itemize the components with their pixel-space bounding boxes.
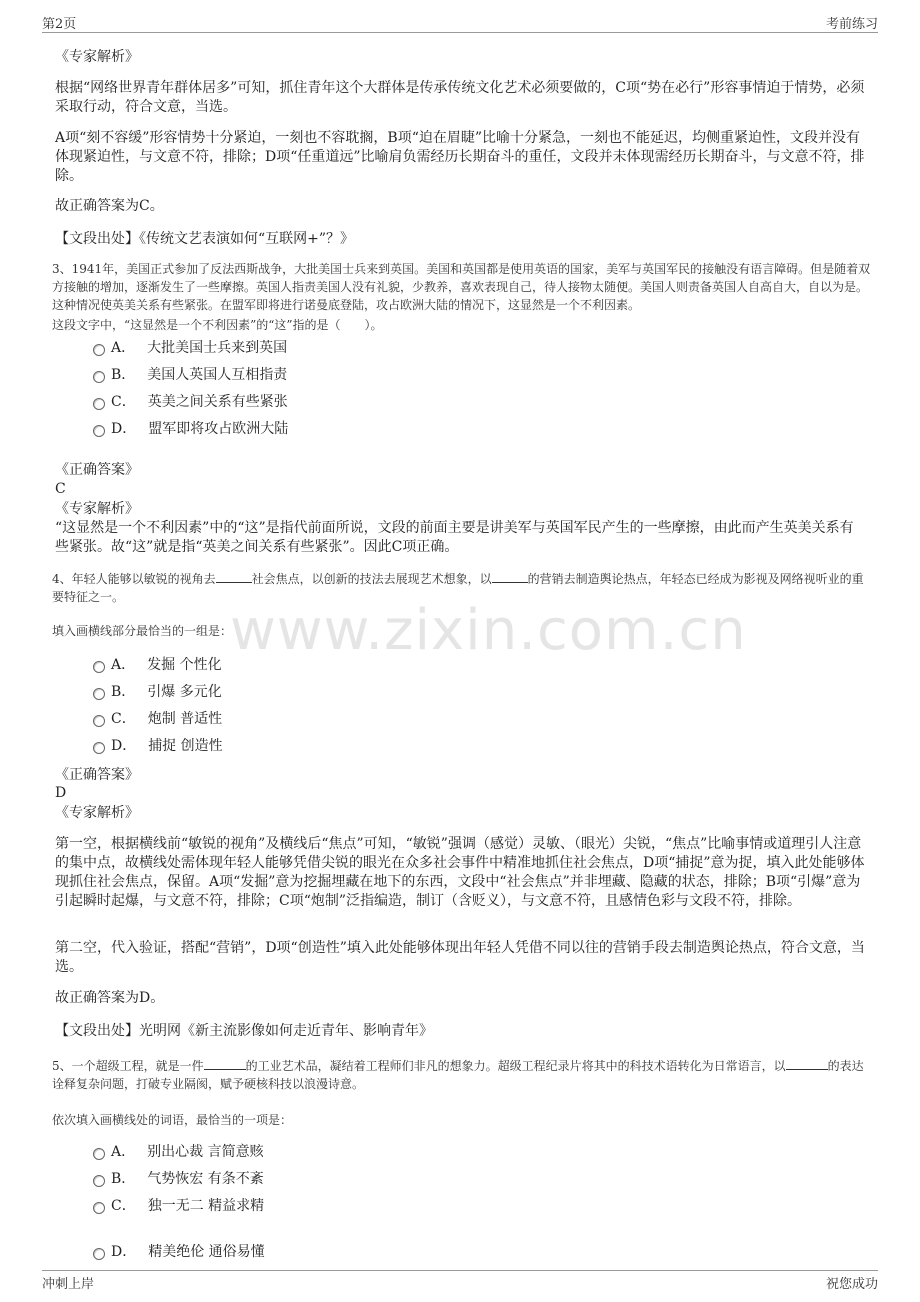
radio-icon[interactable]: [93, 1175, 105, 1187]
q4-source: 【文段出处】光明网《新主流影像如何走近青年、影响青年》: [55, 1023, 433, 1039]
page-header: [42, 10, 878, 33]
q4-option-d[interactable]: D． 捕捉 创造性: [93, 737, 223, 756]
q2-conclusion: 故正确答案为C。: [55, 198, 164, 214]
q3-answer-label: 《正确答案》: [55, 462, 139, 478]
q4-analysis-p1: 第一空，根据横线前“敏锐的视角”及横线后“焦点”可知，“敏锐”强调（感觉）灵敏、（眼光）尖锐，“焦点”比喻事情或道理引人注意的集中点，故横线处需体现年轻人能够凭借尖锐的眼光在众多社会事件中精准地抓住社会焦点，D项“捕捉”意为捉，填入此处能够体现抓住社会焦点，保留。A项“发掘”意为挖掘埋藏在地下的东西，文段中“社会焦点”并非埋藏、隐藏的状态，排除；B项“引爆”意为引起瞬时起爆，与文意不符，排除；C项“炮制”泛指编造，制订（含贬义），与文意不符，且感情色彩与文段不符，排除。: [55, 836, 865, 909]
q4-answer-label: 《正确答案》: [55, 767, 139, 783]
q5-option-d[interactable]: D． 精美绝伦 通俗易懂: [93, 1243, 265, 1262]
blank-line: [492, 570, 528, 583]
radio-icon[interactable]: [93, 742, 105, 754]
blank-line: [786, 1057, 828, 1070]
q4-analysis-label: 《专家解析》: [55, 805, 139, 821]
page-footer: [42, 1270, 878, 1292]
radio-icon[interactable]: [93, 1148, 105, 1160]
q3-answer: C: [55, 481, 66, 497]
footer-left: 冲刺上岸: [42, 1277, 95, 1292]
radio-icon[interactable]: [93, 425, 105, 437]
q5-question: 依次填入画横线处的词语，最恰当的一项是：: [52, 1113, 293, 1127]
q5-option-b[interactable]: B． 气势恢宏 有条不紊: [93, 1170, 264, 1189]
blank-line: [204, 1057, 246, 1070]
q5-stem: 5、一个超级工程，就是一件 的工业艺术品，凝结着工程师们非凡的想象力。超级工程纪录片将其中的科技术语转化为日常语言，以 的表达诠释复杂问题，打破专业隔阂，赋予硬核科技以浪漫诗意。: [52, 1059, 864, 1091]
q4-analysis-p2: 第二空，代入验证，搭配“营销”，D项“创造性”填入此处能够体现出年轻人凭借不同以往的营销手段去制造舆论热点，符合文意，当选。: [55, 940, 865, 975]
q3-option-a[interactable]: A． 大批美国士兵来到英国: [93, 339, 287, 358]
q2-analysis-p1: 根据“网络世界青年群体居多”可知，抓住青年这个大群体是传承传统文化艺术必须要做的，C项“势在必行”形容事情迫于情势，必须采取行动，符合文意，当选。: [55, 80, 865, 115]
watermark: www.zixin.com.cn: [230, 598, 747, 663]
q3-option-c[interactable]: C． 英美之间关系有些紧张: [93, 393, 288, 412]
q4-question: 填入画横线部分最恰当的一组是：: [52, 624, 233, 638]
q2-source: 【文段出处】《传统文艺表演如何“互联网+”？》: [55, 231, 355, 247]
page-number: 第2页: [42, 17, 77, 32]
radio-icon[interactable]: [93, 371, 105, 383]
q4-option-b[interactable]: B． 引爆 多元化: [93, 683, 222, 702]
q3-stem: 3、1941年，美国正式参加了反法西斯战争，大批美国士兵来到英国。美国和英国都是使用英语的国家，美军与英国军民的接触没有语言障碍。但是随着双方接触的增加，逐渐发生了一些摩擦。英国人指责美国人没有礼貌，少教养，喜欢表现自己，待人接物太随便。美国人则责备英国人自高自大，自以为是。这种情况使英美关系有些紧张。在盟军即将进行诺曼底登陆，攻占欧洲大陆的情况下，这显然是一个不利因素。: [52, 262, 871, 312]
radio-icon[interactable]: [93, 1248, 105, 1260]
q2-analysis-p2: A项“刻不容缓”形容情势十分紧迫，一刻也不容耽搁，B项“迫在眉睫”比喻十分紧急，一刻也不能延迟，均侧重紧迫性，文段并没有体现紧迫性，与文意不符，排除；D项“任重道远”比喻肩负需经历长期奋斗的重任，文段并未体现需经历长期奋斗，与文意不符，排除。: [55, 130, 865, 184]
radio-icon[interactable]: [93, 398, 105, 410]
radio-icon[interactable]: [93, 688, 105, 700]
q4-option-c[interactable]: C． 炮制 普适性: [93, 710, 222, 729]
q4-option-a[interactable]: A． 发掘 个性化: [93, 656, 222, 675]
q5-option-a[interactable]: A． 别出心裁 言简意赅: [93, 1143, 264, 1162]
q3-option-d[interactable]: D． 盟军即将攻占欧洲大陆: [93, 420, 288, 439]
q2-analysis-label: 《专家解析》: [55, 49, 139, 65]
radio-icon[interactable]: [93, 344, 105, 356]
q3-option-b[interactable]: B． 美国人英国人互相指责: [93, 366, 287, 385]
radio-icon[interactable]: [93, 661, 105, 673]
q4-stem: 4、年轻人能够以敏锐的视角去 社会焦点，以创新的技法去展现艺术想象，以 的营销去制造舆论热点，年轻态已经成为影视及网络视听业的重要特征之一。: [52, 572, 864, 604]
q3-analysis: “这显然是一个不利因素”中的“这”是指代前面所说，文段的前面主要是讲美军与英国军民产生的一些摩擦，由此而产生英美关系有些紧张。故“这”就是指“英美之间关系有些紧张”。因此C项正确。: [55, 520, 854, 555]
header-title: 考前练习: [825, 17, 878, 32]
q4-answer: D: [55, 785, 67, 801]
footer-right: 祝您成功: [825, 1277, 878, 1292]
q4-conclusion: 故正确答案为D。: [55, 990, 165, 1006]
q3-question: 这段文字中，“这显然是一个不利因素”的“这”指的是（ ）。: [52, 318, 383, 332]
radio-icon[interactable]: [93, 1202, 105, 1214]
blank-line: [216, 570, 252, 583]
radio-icon[interactable]: [93, 715, 105, 727]
q3-analysis-label: 《专家解析》: [55, 501, 139, 517]
q5-option-c[interactable]: C． 独一无二 精益求精: [93, 1197, 264, 1216]
